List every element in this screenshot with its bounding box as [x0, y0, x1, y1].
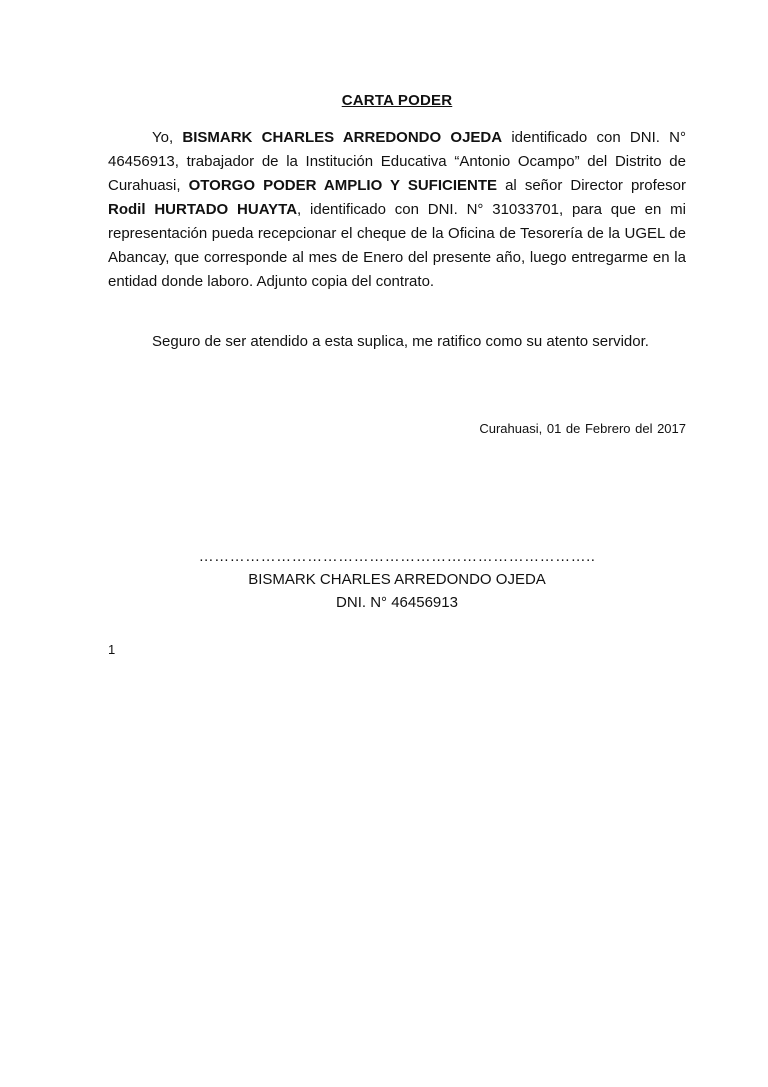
page-number: 1 [108, 642, 116, 657]
para1-space [146, 201, 155, 218]
date-line: Curahuasi, 01 de Febrero del 2017 [479, 421, 686, 436]
para1-text-2: identificado con DNI. N° 46456913, trabajador de la Institución Educativa “Antonio Ocampo” del Distrito de Curahuasi, [108, 129, 686, 194]
representative-last-name: HURTADO HUAYTA [154, 201, 298, 218]
para1-text-4: , identificado con DNI. N° 31033701, para que en mi representación pueda recepcionar el cheque de la Oficina de Tesorería de la UGEL de Abancay, que corresponde al mes de Enero del presente año, luego entregarme en la entidad donde laboro. Adjunto copia del contrato. [108, 201, 686, 290]
grantor-name: BISMARK CHARLES ARREDONDO OJEDA [182, 129, 503, 146]
document-title: CARTA PODER [341, 92, 453, 109]
paragraph-1 [108, 126, 686, 294]
para2-text: Seguro de ser atendido a esta suplica, me ratifico como su atento servidor. [152, 333, 649, 350]
signature-line: ………………………………………………………………….. [198, 548, 596, 565]
representative-first-name: Rodil [108, 201, 146, 218]
para1-text-1: Yo, [152, 129, 183, 146]
signature-name: BISMARK CHARLES ARREDONDO OJEDA [248, 571, 546, 588]
paragraph-2 [108, 330, 686, 354]
signature-block [0, 545, 768, 614]
grant-statement: OTORGO PODER AMPLIO Y SUFICIENTE [188, 177, 498, 194]
signature-dni: DNI. N° 46456913 [336, 594, 458, 611]
para1-text-3: al señor Director profesor [497, 177, 686, 194]
